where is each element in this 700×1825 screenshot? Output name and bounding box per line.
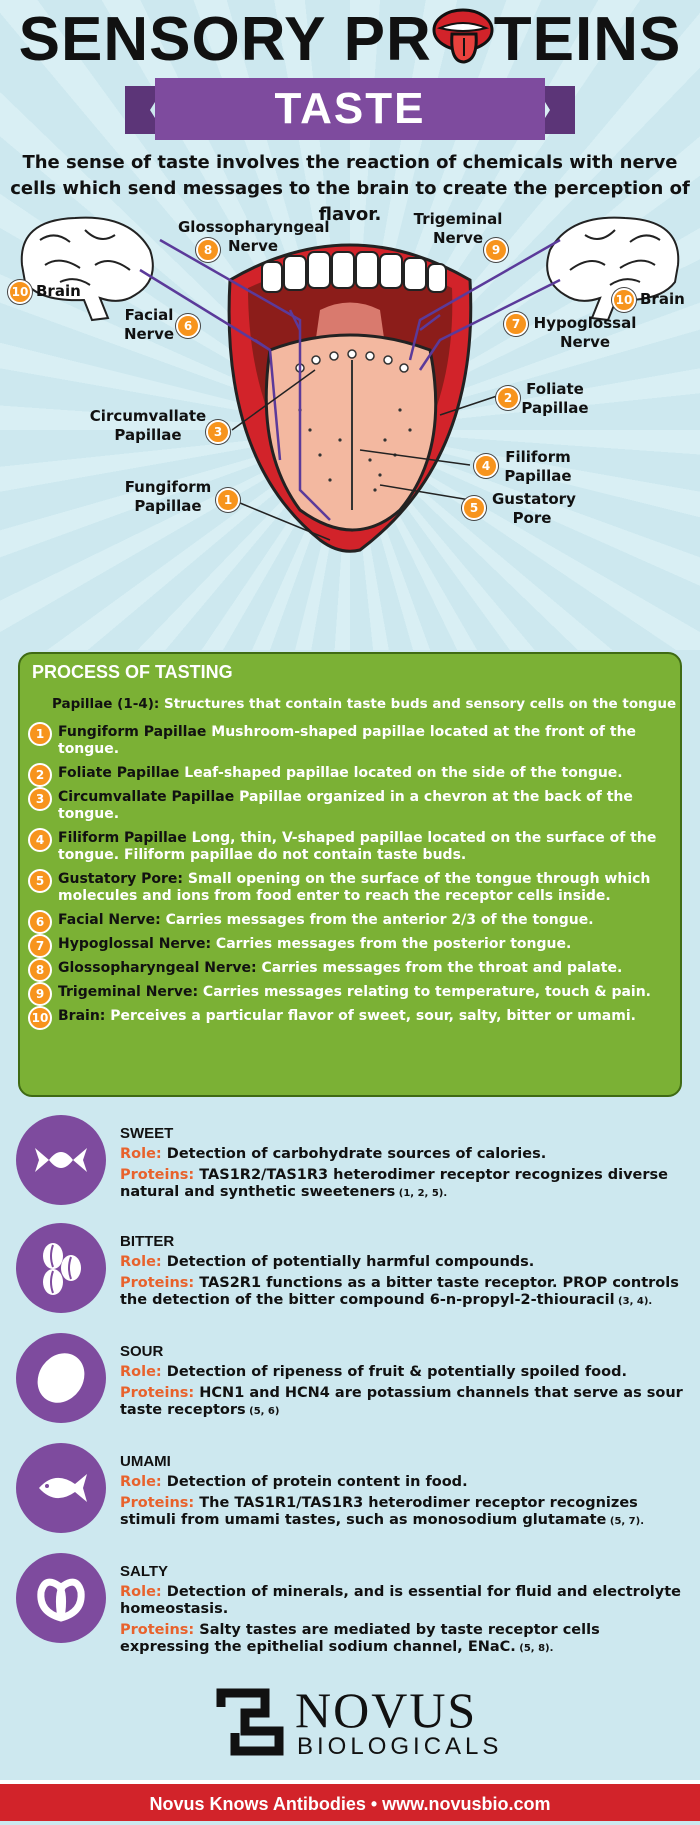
tongue-diagram (0, 210, 700, 650)
label-circumvallate: Circumvallate Papillae (89, 407, 207, 444)
novus-logo-mark-icon (215, 1687, 285, 1757)
list-item: 1 Fungiform Papillae Mushroom-shaped papillae located at the front of the tongue. (26, 724, 676, 758)
subtitle-banner (125, 78, 575, 140)
pretzel-icon (16, 1553, 106, 1643)
badge-9: 9 (484, 238, 508, 262)
lips-tongue-icon (432, 4, 494, 66)
list-item: 6 Facial Nerve: Carries messages from the anterior 2/3 of the tongue. (26, 912, 676, 929)
badge-1: 1 (216, 488, 240, 512)
label-brain-right: Brain (640, 290, 685, 308)
candy-icon (16, 1115, 106, 1205)
list-item: 8 Glossopharyngeal Nerve: Carries messages from the throat and palate. (26, 960, 676, 977)
process-title: PROCESS OF TASTING (32, 662, 233, 682)
label-foliate: Foliate Papillae (521, 380, 589, 417)
process-steps (26, 724, 676, 1032)
page-title: SENSORY PR TEINS (18, 5, 682, 74)
brain-left-icon (22, 218, 153, 320)
badge-10-right: 10 (612, 288, 636, 312)
badge-7: 7 (504, 312, 528, 336)
logo-name: NOVUS (295, 1682, 478, 1738)
badge-4: 4 (474, 454, 498, 478)
lemon-icon (16, 1333, 106, 1423)
label-brain-left: Brain (36, 282, 81, 300)
novus-logo (215, 1682, 503, 1760)
list-item: 2 Foliate Papillae Leaf-shaped papillae located on the side of the tongue. (26, 765, 676, 782)
list-item: 9 Trigeminal Nerve: Carries messages relating to temperature, touch & pain. (26, 984, 676, 1001)
subtitle: TASTE (274, 84, 426, 133)
label-gustatory: Gustatory Pore (492, 490, 576, 527)
badge-3: 3 (206, 420, 230, 444)
fish-icon (16, 1443, 106, 1533)
badge-8: 8 (196, 238, 220, 262)
label-facial: Facial Nerve (123, 306, 175, 343)
label-glossopharyngeal: Glossopharyngeal Nerve (178, 218, 330, 255)
badge-10-left: 10 (8, 280, 32, 304)
list-item: 4 Filiform Papillae Long, thin, V-shaped papillae located on the surface of the tongue. Filiform papillae do not contain taste buds. (26, 830, 676, 864)
label-fungiform: Fungiform Papillae (124, 478, 212, 515)
intro-text: The sense of taste involves the reaction of chemicals with nerve cells which send messages to the brain to create the perception of flavor. (10, 152, 690, 225)
label-filiform: Filiform Papillae (504, 448, 572, 485)
list-item: 7 Hypoglossal Nerve: Carries messages from the posterior tongue. (26, 936, 676, 953)
badge-5: 5 (462, 496, 486, 520)
badge-6: 6 (176, 314, 200, 338)
logo-subname: BIOLOGICALS (297, 1733, 503, 1760)
badge-2: 2 (496, 386, 520, 410)
list-item: 10 Brain: Perceives a particular flavor of sweet, sour, salty, bitter or umami. (26, 1008, 676, 1025)
list-item: 5 Gustatory Pore: Small opening on the surface of the tongue through which molecules and ions from food enter to reach the receptor cells inside. (26, 871, 676, 905)
label-hypoglossal: Hypoglossal Nerve (533, 314, 637, 351)
footer-bar: Novus Knows Antibodies • www.novusbio.com (0, 1780, 700, 1821)
label-trigeminal: Trigeminal Nerve (413, 210, 503, 247)
process-of-tasting-panel (18, 652, 682, 1097)
papillae-intro: Papillae (1-4): Structures that contain taste buds and sensory cells on the tongue (52, 696, 677, 712)
list-item: 3 Circumvallate Papillae Papillae organized in a chevron at the back of the tongue. (26, 789, 676, 823)
coffee-beans-icon (16, 1223, 106, 1313)
